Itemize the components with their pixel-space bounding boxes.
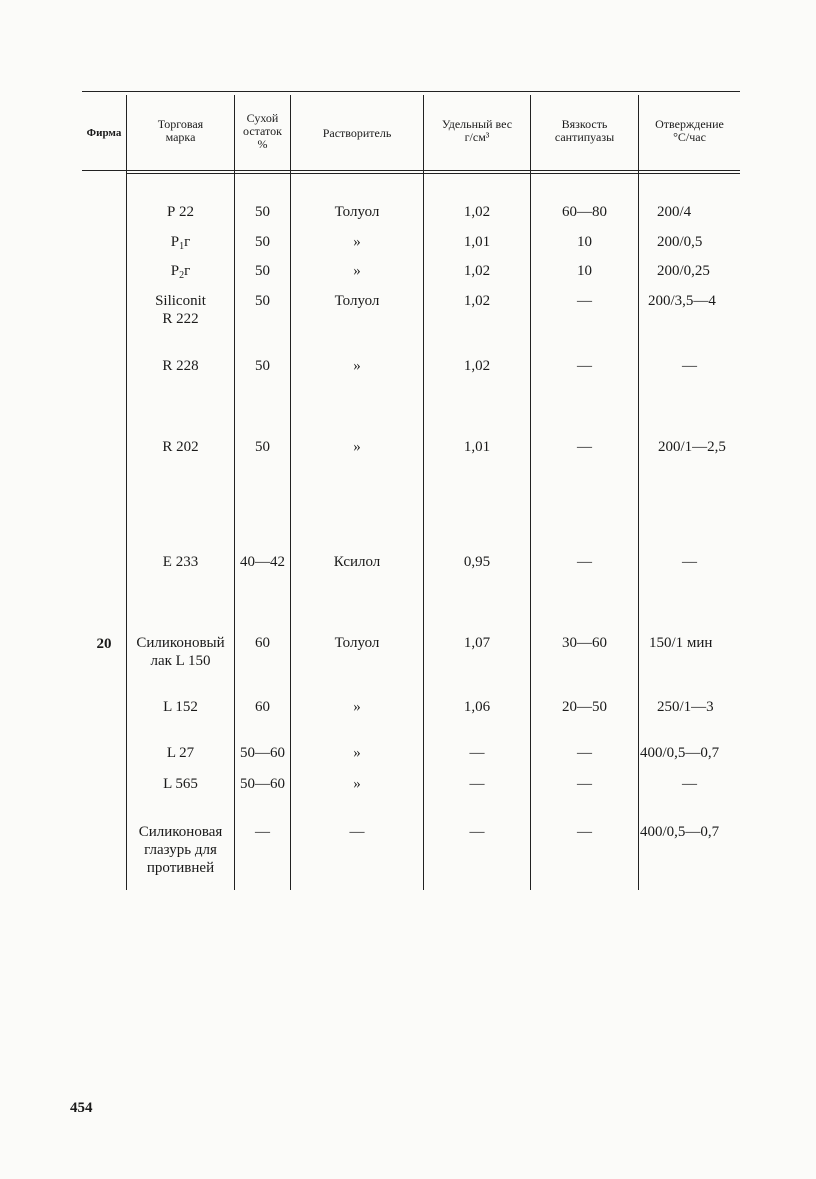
row-12-dry: — — [255, 824, 270, 840]
row-4-brand: Siliconit R 222 — [155, 293, 206, 327]
row-8-viscosity: 30—60 — [562, 635, 607, 651]
row-6-dry: 50 — [255, 439, 270, 455]
row-1-brand: Р 22 — [166, 204, 195, 220]
row-2-curing: 200/0,5 — [657, 234, 703, 250]
row-11-density: — — [469, 776, 485, 792]
row-4-viscosity: — — [577, 293, 592, 309]
row-12-viscosity: — — [577, 824, 592, 840]
row-11-curing: — — [682, 776, 697, 792]
row-3-brand: $Р_2г$ — [170, 263, 191, 281]
row-4-curing: 200/3,5—4 — [648, 293, 716, 309]
header-firm: Фирма — [86, 127, 122, 139]
row-9-viscosity: 20—50 — [562, 699, 607, 715]
row-4-density: 1,02 — [463, 293, 491, 309]
row-5-dry: 50 — [255, 358, 270, 374]
row-9-dry: 60 — [255, 699, 270, 715]
row-11-dry: 50—60 — [240, 776, 285, 792]
row-1-viscosity: 60—80 — [562, 204, 607, 220]
row-3-solvent: » — [353, 263, 361, 279]
header-dry-residue: Сухой остаток % — [243, 111, 282, 151]
header-brand: Торговая марка — [157, 117, 204, 144]
row-11-brand: L 565 — [163, 776, 198, 792]
page-number: 454 — [70, 1100, 93, 1116]
header-bottom-rule-2 — [126, 173, 740, 174]
row-10-solvent: » — [353, 745, 361, 761]
row-3-curing: 200/0,25 — [657, 263, 710, 279]
row-7-dry: 40—42 — [240, 554, 285, 570]
row-4-dry: 50 — [255, 293, 270, 309]
row-8-density: 1,07 — [463, 635, 491, 651]
table-top-rule — [82, 91, 740, 92]
row-5-brand: R 228 — [162, 358, 199, 374]
row-2-solvent: » — [353, 234, 361, 250]
row-10-curing: 400/0,5—0,7 — [640, 745, 720, 761]
row-8-dry: 60 — [255, 635, 270, 651]
row-6-density: 1,01 — [463, 439, 491, 455]
row-9-density: 1,06 — [463, 699, 491, 715]
row-7-brand: E 233 — [162, 554, 199, 570]
row-11-solvent: » — [353, 776, 361, 792]
row-9-brand: L 152 — [163, 699, 198, 715]
row-3-dry: 50 — [255, 263, 270, 279]
header-density: Удельный вес г/см³ — [441, 117, 513, 144]
row-8-brand: Силиконовый лак L 150 — [136, 635, 225, 669]
row-12-curing: 400/0,5—0,7 — [640, 824, 720, 840]
row-10-density: — — [469, 745, 485, 761]
row-6-viscosity: — — [577, 439, 592, 455]
row-12-density: — — [469, 824, 485, 840]
row-1-curing: 200/4 — [657, 204, 692, 220]
row-6-solvent: » — [353, 439, 361, 455]
row-5-density: 1,02 — [463, 358, 491, 374]
row-7-density: 0,95 — [463, 554, 491, 570]
row-2-viscosity: 10 — [577, 234, 592, 250]
header-solvent: Растворитель — [322, 126, 392, 140]
row-10-dry: 50—60 — [240, 745, 285, 761]
row-2-dry: 50 — [255, 234, 270, 250]
row-7-curing: — — [682, 554, 697, 570]
row-3-density: 1,02 — [463, 263, 491, 279]
header-bottom-rule — [82, 170, 740, 171]
header-viscosity: Вязкость сантипуазы — [554, 117, 615, 144]
header-curing: Отверждение °С/час — [655, 117, 724, 144]
row-10-viscosity: — — [577, 745, 592, 761]
row-7-solvent: Ксилол — [333, 554, 381, 570]
row-5-viscosity: — — [577, 358, 592, 374]
row-12-solvent: — — [349, 824, 365, 840]
row-10-brand: L 27 — [166, 745, 195, 761]
row-9-curing: 250/1—3 — [657, 699, 714, 715]
col-divider-6 — [638, 95, 639, 890]
row-7-viscosity: — — [577, 554, 592, 570]
row-3-viscosity: 10 — [577, 263, 592, 279]
row-2-brand: $Р_1г$ — [170, 234, 191, 252]
row-8-solvent: Толуол — [334, 635, 380, 651]
row-11-viscosity: — — [577, 776, 592, 792]
row-4-solvent: Толуол — [334, 293, 380, 309]
row-2-density: 1,01 — [463, 234, 491, 250]
row-5-curing: — — [682, 358, 697, 374]
row-1-dry: 50 — [255, 204, 270, 220]
row-12-brand: Силиконовая глазурь для противней — [138, 824, 223, 876]
row-1-density: 1,02 — [463, 204, 491, 220]
firm-marker: 20 — [96, 636, 112, 652]
row-6-brand: R 202 — [162, 439, 199, 455]
row-5-solvent: » — [353, 358, 361, 374]
row-6-curing: 200/1—2,5 — [658, 439, 726, 455]
row-8-curing: 150/1 мин — [649, 635, 713, 651]
row-9-solvent: » — [353, 699, 361, 715]
row-1-solvent: Толуол — [334, 204, 380, 220]
